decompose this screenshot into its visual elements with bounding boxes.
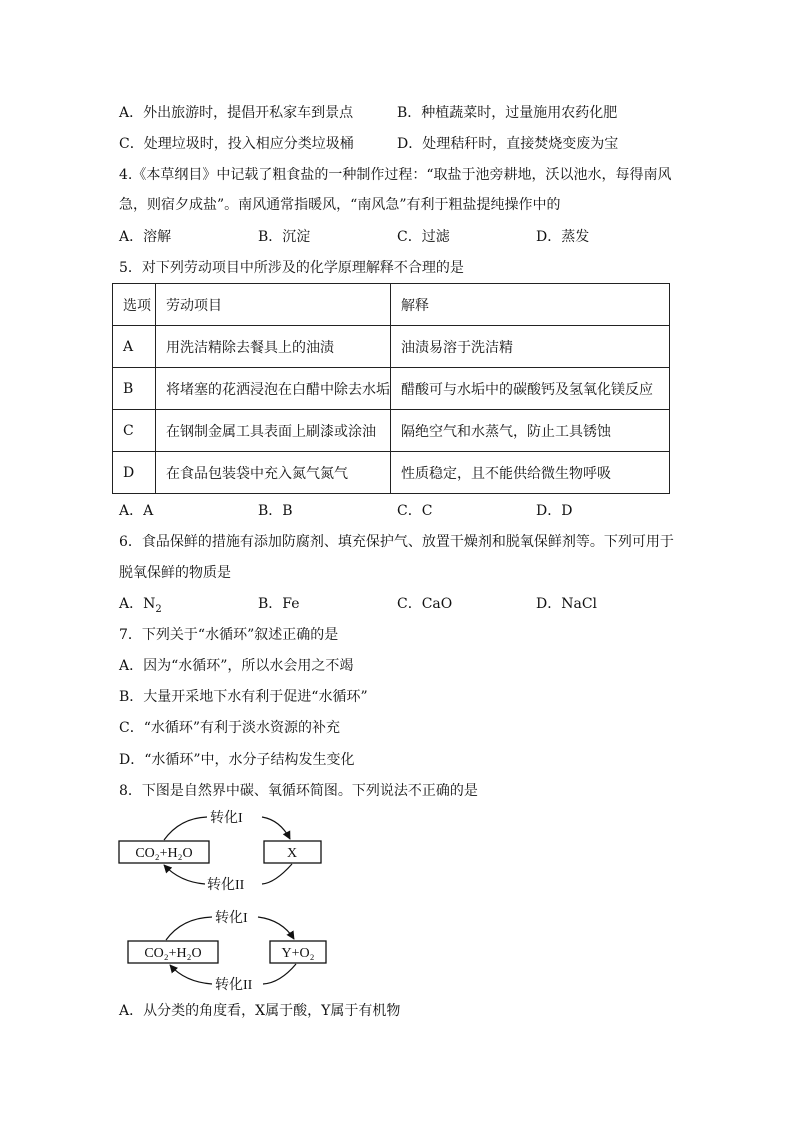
- table-cell: 隔绝空气和水蒸气，防止工具锈蚀: [391, 410, 670, 452]
- table-header-cell: 选项: [113, 284, 156, 326]
- q6-option-c: C．CaO: [397, 596, 453, 612]
- q7-option-a: A．因为“水循环”，所以水会用之不竭: [119, 658, 354, 674]
- q3-option-d: D．处理秸秆时，直接焚烧变废为宝: [397, 136, 619, 152]
- q6-stem-line1: 6．食品保鲜的措施有添加防腐剂、填充保护气、放置干燥剂和脱氧保鲜剂等。下列可用于: [119, 534, 674, 550]
- table-cell: 油渍易溶于洗洁精: [391, 326, 670, 368]
- table-cell: C: [113, 410, 156, 452]
- diagram2-left-label: CO₂+H₂O: [144, 946, 202, 961]
- q4-stem-line2: 急，则宿夕成盐”。南风通常指暖风，“南风急”有利于粗盐提纯操作中的: [119, 197, 561, 213]
- q4-stem-line1: 4.《本草纲目》中记载了粗食盐的一种制作过程：“取盐于池旁耕地，沃以池水，每得南风: [119, 167, 672, 183]
- q7-option-d: D．“水循环”中，水分子结构发生变化: [119, 752, 355, 768]
- q7-option-c: C．“水循环”有利于淡水资源的补充: [119, 720, 341, 736]
- q4-option-d: D．蒸发: [536, 229, 590, 245]
- diagram2-bottom-arc: [263, 964, 296, 984]
- table-cell: 性质稳定，且不能供给微生物呼吸: [391, 452, 670, 494]
- table-cell: 醋酸可与水垢中的碳酸钙及氢氧化镁反应: [391, 368, 670, 410]
- table-cell: A: [113, 326, 156, 368]
- q5-stem: 5．对下列劳动项目中所涉及的化学原理解释不合理的是: [119, 260, 464, 276]
- q7-stem: 7．下列关于“水循环”叙述正确的是: [119, 627, 339, 643]
- diagram1-bottom-label: 转化II: [207, 878, 245, 893]
- q5-option-d: D．D: [536, 503, 573, 519]
- q6-option-a: A．$N_2$: [119, 596, 162, 615]
- diagram1-right-label: X: [286, 846, 298, 861]
- diagram2-bottom-label: 转化II: [215, 978, 253, 993]
- q5-option-c: C．C: [397, 503, 433, 519]
- table-header-cell: 劳动项目: [156, 284, 391, 326]
- diagram2-top-arc: [166, 917, 212, 940]
- q4-option-b: B．沉淀: [258, 229, 311, 245]
- q3-option-a: A．外出旅游时，提倡开私家车到景点: [119, 105, 354, 121]
- q8-option-a: A．从分类的角度看，X属于酸，Y属于有机物: [119, 1003, 401, 1019]
- q3-option-b: B．种植蔬菜时，过量施用农药化肥: [397, 105, 618, 121]
- q6-stem-line2: 脱氧保鲜的物质是: [119, 565, 231, 581]
- table-cell: D: [113, 452, 156, 494]
- diagram1-bottom-arrow: [164, 865, 205, 884]
- table-cell: 在钢制金属工具表面上刷漆或涂油: [156, 410, 391, 452]
- diagram2-bottom-arrow: [170, 965, 212, 984]
- diagram1-top-arc: [164, 817, 207, 840]
- table-header-cell: 解释: [391, 284, 670, 326]
- table-cell: 用洗洁精除去餐具上的油渍: [156, 326, 391, 368]
- diagram2-right-label: Y+O₂: [281, 946, 315, 961]
- diagram1-left-label: CO₂+H₂O: [135, 846, 193, 861]
- q4-option-c: C．过滤: [397, 229, 450, 245]
- diagram-2: [128, 910, 326, 993]
- q6-option-b: B．Fe: [258, 596, 300, 612]
- q7-option-b: B．大量开采地下水有利于促进“水循环”: [119, 689, 368, 705]
- table-cell: 将堵塞的花洒浸泡在白醋中除去水垢: [156, 368, 391, 410]
- diagram1-top-arrow: [262, 817, 290, 839]
- diagram1-top-label: 转化I: [210, 811, 243, 826]
- q5-option-b: B．B: [258, 503, 293, 519]
- diagram2-top-arrow: [258, 917, 294, 939]
- q3-option-c: C．处理垃圾时，投入相应分类垃圾桶: [119, 136, 354, 152]
- q8-stem: 8．下图是自然界中碳、氧循环简图。下列说法不正确的是: [119, 783, 478, 799]
- table-cell: 在食品包装袋中充入氮气氮气: [156, 452, 391, 494]
- table-cell: B: [113, 368, 156, 410]
- q5-option-a: A．A: [119, 503, 154, 519]
- diagram2-top-label: 转化I: [215, 911, 248, 926]
- diagram-1: [119, 810, 321, 893]
- q6-option-d: D．NaCl: [536, 596, 598, 612]
- diagram1-bottom-arc: [262, 864, 292, 884]
- q4-option-a: A．溶解: [119, 229, 172, 245]
